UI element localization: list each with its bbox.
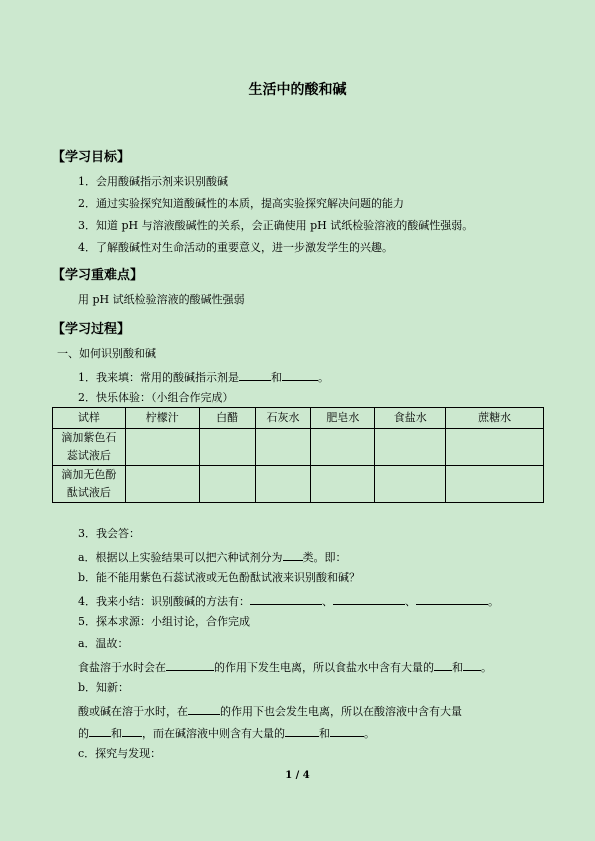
question-5a: a．温故： bbox=[78, 637, 129, 650]
blank-11[interactable] bbox=[89, 725, 111, 737]
table-header-row bbox=[53, 408, 544, 429]
table-cell[interactable] bbox=[375, 429, 446, 466]
row-label: 滴加无色酚 酞试液后 bbox=[53, 466, 126, 503]
header-cell: 白醋 bbox=[199, 408, 255, 429]
blank-4[interactable] bbox=[250, 593, 322, 605]
blank-9[interactable] bbox=[463, 659, 481, 671]
key-heading: 【学习重难点】 bbox=[52, 268, 144, 283]
page-number: 1 / 4 bbox=[285, 770, 310, 781]
blank-6[interactable] bbox=[416, 593, 488, 605]
blank-13[interactable] bbox=[285, 725, 319, 737]
blank-7[interactable] bbox=[166, 659, 214, 671]
blank-8[interactable] bbox=[434, 659, 452, 671]
part-1-title: 一、如何识别酸和碱 bbox=[57, 347, 156, 360]
table-cell[interactable] bbox=[375, 466, 446, 503]
header-cell: 肥皂水 bbox=[311, 408, 375, 429]
table-cell[interactable] bbox=[446, 429, 544, 466]
question-5: 5．探本求源：小组讨论，合作完成 bbox=[78, 615, 250, 628]
blank-10[interactable] bbox=[188, 703, 220, 715]
blank-1[interactable] bbox=[239, 369, 271, 381]
table-cell[interactable] bbox=[255, 466, 311, 503]
blank-14[interactable] bbox=[330, 725, 364, 737]
question-5a-text: 食盐溶于水时会在 的作用下发生电离，所以食盐水中含有大量的 和 。 bbox=[78, 661, 492, 674]
table-row bbox=[53, 429, 544, 466]
table-row bbox=[53, 466, 544, 503]
table-cell[interactable] bbox=[311, 466, 375, 503]
blank-12[interactable] bbox=[122, 725, 142, 737]
blank-3[interactable] bbox=[283, 549, 303, 561]
blank-2[interactable] bbox=[282, 369, 318, 381]
question-4: 4．我来小结：识别酸碱的方法有： 、 、 。 bbox=[78, 595, 499, 608]
header-cell: 食盐水 bbox=[375, 408, 446, 429]
table-cell[interactable] bbox=[125, 466, 199, 503]
header-cell: 试样 bbox=[53, 408, 126, 429]
question-5b: b．知新： bbox=[78, 681, 130, 694]
question-3b: b．能不能用紫色石蕊试液或无色酚酞试液来识别酸和碱？ bbox=[78, 571, 361, 584]
question-5b-text-2: 的 和 ，而在碱溶液中则含有大量的 和 。 bbox=[78, 727, 375, 740]
table-cell[interactable] bbox=[199, 429, 255, 466]
goal-3: 3．知道 pH 与溶液酸碱性的关系，会正确使用 pH 试纸检验溶液的酸碱性强弱。 bbox=[78, 219, 474, 232]
process-heading: 【学习过程】 bbox=[52, 322, 131, 337]
table-cell[interactable] bbox=[255, 429, 311, 466]
question-5c: c．探究与发现： bbox=[78, 747, 162, 760]
header-cell: 蔗糖水 bbox=[446, 408, 544, 429]
goal-2: 2．通过实验探究知道酸碱性的本质，提高实验探究解决问题的能力 bbox=[78, 197, 404, 210]
blank-5[interactable] bbox=[333, 593, 405, 605]
goal-4: 4．了解酸碱性对生命活动的重要意义，进一步激发学生的兴趣。 bbox=[78, 241, 393, 254]
question-3: 3．我会答： bbox=[78, 527, 140, 540]
row-label: 滴加紫色石 蕊试液后 bbox=[53, 429, 126, 466]
goal-1: 1．会用酸碱指示剂来识别酸碱 bbox=[78, 175, 228, 188]
table-cell[interactable] bbox=[199, 466, 255, 503]
table-cell[interactable] bbox=[446, 466, 544, 503]
experiment-table bbox=[52, 407, 544, 503]
header-cell: 石灰水 bbox=[255, 408, 311, 429]
page-title: 生活中的酸和碱 bbox=[248, 82, 347, 98]
goals-heading: 【学习目标】 bbox=[52, 150, 131, 165]
question-1: 1．我来填：常用的酸碱指示剂是 和 。 bbox=[78, 371, 329, 384]
header-cell: 柠檬汁 bbox=[125, 408, 199, 429]
table-cell[interactable] bbox=[311, 429, 375, 466]
table-cell[interactable] bbox=[125, 429, 199, 466]
question-2: 2．快乐体验：（小组合作完成） bbox=[78, 391, 234, 404]
key-point: 用 pH 试纸检验溶液的酸碱性强弱 bbox=[78, 293, 245, 306]
question-5b-text-1: 酸或碱在溶于水时，在 的作用下也会发生电离，所以在酸溶液中含有大量 bbox=[78, 705, 462, 718]
question-3a: a．根据以上实验结果可以把六种试剂分为 类。即： bbox=[78, 551, 347, 564]
